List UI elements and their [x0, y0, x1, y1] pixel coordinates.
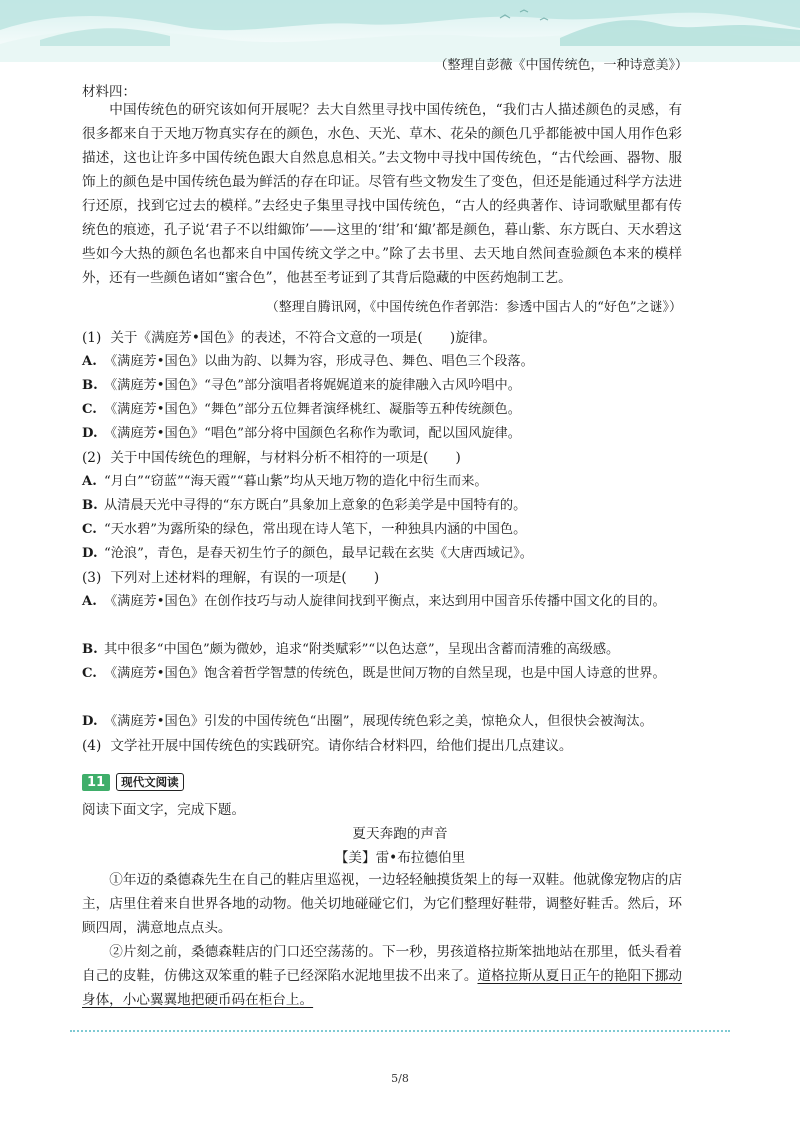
page-number: 5/8	[391, 1072, 409, 1085]
story-body	[82, 868, 682, 1012]
option-letter: D.	[82, 546, 98, 561]
underlined-sentence: 道格拉斯从夏日正午的艳阳下挪动身体，小心翼翼地把硬币码在柜台上。	[82, 968, 683, 1008]
option-text: 《满庭芳•国色》引发的中国传统色“出圈”，展现传统色彩之美，惊艳众人，但很快会被淘汰。	[104, 714, 653, 729]
story-author: 【美】雷•布拉德伯里	[334, 850, 466, 866]
question-stem: 关于中国传统色的理解，与材料分析不相符的一项是( )	[110, 450, 461, 466]
story-paragraph-2	[82, 940, 682, 1012]
question-1	[82, 326, 722, 350]
option-letter: C.	[82, 402, 97, 417]
option-letter: B.	[82, 642, 98, 657]
section-badge	[82, 773, 184, 791]
option-text: 《满庭芳•国色》“寻色”部分演唱者将娓娓道来的旋律融入古风吟唱中。	[104, 378, 521, 393]
option-letter: C.	[82, 522, 97, 537]
paragraph-text: ②片刻之前，桑德森鞋店的门口还空荡荡的。下一秒，男孩道格拉斯笨拙地站在那里，低头看着自己的皮鞋，仿佛这双笨重的鞋子已经深陷水泥地里拔不出来了。	[82, 944, 682, 984]
option-text: “月白”“窃蓝”“海天霞”“暮山紫”均从天地万物的造化中衍生而来。	[104, 474, 488, 489]
question-2	[82, 446, 722, 470]
option-letter: A.	[82, 354, 97, 369]
q3-option-c	[82, 662, 716, 686]
section-number: 11	[82, 774, 110, 791]
option-letter: C.	[82, 666, 97, 681]
material-four-body	[82, 98, 682, 290]
option-text: “沧浪”，青色，是春天初生竹子的颜色，最早记载在玄奘《大唐西域记》。	[104, 546, 533, 561]
question-number: (3)	[82, 570, 102, 586]
option-text: 《满庭芳•国色》“唱色”部分将中国颜色名称作为歌词，配以国风旋律。	[104, 426, 521, 441]
option-text: 其中很多“中国色”颇为微妙，追求“附类赋彩”“以色达意”，呈现出含蓄而清雅的高级感。	[104, 642, 620, 657]
option-text: 《满庭芳•国色》在创作技巧与动人旋律间找到平衡点，来达到用中国音乐传播中国文化的目的。	[104, 594, 666, 609]
question-stem: 关于《满庭芳•国色》的表述，不符合文意的一项是( )旋律。	[110, 330, 496, 346]
q2-option-b	[82, 494, 716, 518]
footer-divider	[70, 1030, 730, 1032]
story-title: 夏天奔跑的声音	[352, 826, 448, 842]
question-3	[82, 566, 722, 590]
q3-option-b	[82, 638, 716, 662]
question-number: (4)	[82, 738, 102, 754]
option-text: 《满庭芳•国色》“舞色”部分五位舞者演绎桃红、凝脂等五种传统颜色。	[104, 402, 521, 417]
story-paragraph-1: ①年迈的桑德森先生在自己的鞋店里巡视，一边轻轻触摸货架上的每一双鞋。他就像宠物店的店主，店里住着来自世界各地的动物。他关切地碰碰它们，为它们整理好鞋带，调整好鞋舌。然后，环顾四周，满意地点点头。	[82, 872, 682, 936]
q1-option-d	[82, 422, 716, 446]
q1-option-b	[82, 374, 716, 398]
material-four-paragraph: 中国传统色的研究该如何开展呢？去大自然里寻找中国传统色，“我们古人描述颜色的灵感，有很多都来自于天地万物真实存在的颜色，水色、天光、草木、花朵的颜色几乎都能被中国人用作色彩描述，这也让许多中国传统色跟大自然息息相关。”去文物中寻找中国传统色，“古代绘画、器物、服饰上的颜色是中国传统色最为鲜活的存在印证。尽管有些文物发生了变色，但还是能通过科学方法进行还原，找到它过去的模样。”去经史子集里寻找中国传统色，“古人的经典著作、诗词歌赋里都有传统色的痕迹，孔子说‘君子不以绀緅饰’——这里的‘绀’和‘緅’都是颜色，暮山紫、东方既白、天水碧这些如今大热的颜色名也都来自中国传统文学之中。”除了去书里、去天地自然间查验颜色本来的模样外，还有一些颜色诸如“蜜合色”，他甚至考证到了其背后隐藏的中医药炮制工艺。	[82, 102, 682, 286]
reading-instruction: 阅读下面文字，完成下题。	[82, 802, 246, 818]
question-number: (2)	[82, 450, 102, 466]
section-label: 现代文阅读	[116, 773, 184, 791]
material-four-source: （整理自腾讯网，《中国传统色作者郭浩：参透中国古人的“好色”之谜》）	[265, 300, 682, 315]
option-letter: D.	[82, 426, 98, 441]
option-text: “天水碧”为露所染的绿色，常出现在诗人笔下，一种独具内涵的中国色。	[104, 522, 527, 537]
source-citation: （整理自彭薇《中国传统色，一种诗意美》）	[434, 58, 688, 73]
q2-option-d	[82, 542, 716, 566]
option-letter: A.	[82, 474, 97, 489]
q2-option-a	[82, 470, 716, 494]
option-letter: B.	[82, 378, 98, 393]
q1-option-a	[82, 350, 716, 374]
option-letter: A.	[82, 594, 97, 609]
q1-option-c	[82, 398, 716, 422]
question-number: (1)	[82, 330, 102, 346]
q2-option-c	[82, 518, 716, 542]
header-banner	[0, 0, 800, 62]
q3-option-d	[82, 710, 716, 734]
option-text: 《满庭芳•国色》饱含着哲学智慧的传统色，既是世间万物的自然呈现，也是中国人诗意的世界。	[104, 666, 666, 681]
question-stem: 文学社开展中国传统色的实践研究。请你结合材料四，给他们提出几点建议。	[110, 738, 573, 754]
option-text: 从清晨天光中寻得的“东方既白”具象加上意象的色彩美学是中国特有的。	[104, 498, 527, 513]
q3-option-a	[82, 590, 716, 614]
option-letter: B.	[82, 498, 98, 513]
question-4	[82, 734, 722, 758]
option-text: 《满庭芳•国色》以曲为韵、以舞为容，形成寻色、舞色、唱色三个段落。	[104, 354, 534, 369]
material-heading: 材料四：	[82, 84, 136, 100]
question-stem: 下列对上述材料的理解，有误的一项是( )	[110, 570, 380, 586]
option-letter: D.	[82, 714, 98, 729]
